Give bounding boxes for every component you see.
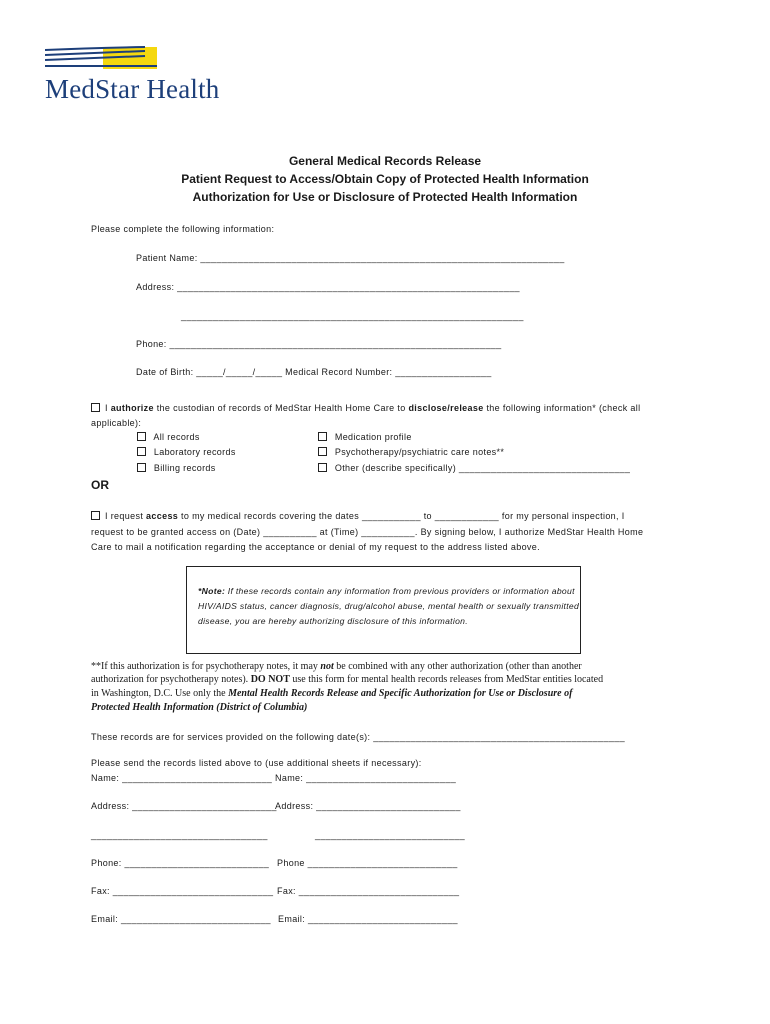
recipient2-phone-field[interactable]: Phone ____________________________: [277, 858, 458, 868]
recipient2-address-field[interactable]: Address: ___________________________: [275, 801, 461, 811]
form-subtitle-authorization: Authorization for Use or Disclosure of Protected Health Information: [192, 190, 578, 204]
recipient1-phone-field[interactable]: Phone: ___________________________: [91, 858, 270, 868]
authorize-checkbox[interactable]: [91, 403, 100, 412]
checkbox[interactable]: [318, 447, 327, 456]
option-psychotherapy-notes[interactable]: Psychotherapy/psychiatric care notes**: [318, 447, 504, 457]
psych-notice-line1: **If this authorization is for psychotherapy notes, it may not be combined with any other authorization (other than another: [91, 661, 582, 672]
checkbox[interactable]: [137, 463, 146, 472]
note-text: *Note: If these records contain any information from previous providers or information about HIV/AIDS status, cancer diagnosis, drug/alcohol abuse, mental health or sexually transmitted disease, you are hereby authorizing disclosure of this information.: [198, 586, 580, 626]
checkbox[interactable]: [318, 432, 327, 441]
dob-mrn-field[interactable]: Date of Birth: _____/_____/_____ Medical Record Number: __________________: [136, 367, 492, 377]
note-box: [186, 566, 581, 654]
checkbox[interactable]: [137, 432, 146, 441]
logo-wordmark: MedStar Health: [45, 74, 220, 104]
recipient1-address-field[interactable]: Address: ___________________________: [91, 801, 277, 811]
psych-notice-line4: Protected Health Information (District of Columbia): [91, 702, 308, 713]
authorize-statement: I authorize the custodian of records of MedStar Health Home Care to disclose/release the following information* (check all: [91, 403, 640, 413]
recipient1-name-field[interactable]: Name: ____________________________: [91, 773, 273, 783]
option-medication-profile[interactable]: Medication profile: [318, 432, 412, 442]
recipient2-fax-field[interactable]: Fax: ______________________________: [277, 886, 460, 896]
form-subtitle-access: Patient Request to Access/Obtain Copy of Protected Health Information: [181, 172, 589, 186]
psych-notice-line2: authorization for psychotherapy notes). DO NOT use this form for mental health records releases from MedStar entities located: [91, 674, 604, 685]
psych-notice-line3: in Washington, D.C. Use only the Mental Health Records Release and Specific Authorization for Use or Disclosure of: [91, 688, 573, 699]
option-other[interactable]: Other (describe specifically) ________________________________: [318, 463, 630, 473]
authorize-statement-cont: applicable):: [91, 418, 142, 428]
logo-mark-icon: [45, 46, 157, 70]
option-all-records[interactable]: All records: [137, 432, 200, 442]
option-billing-records[interactable]: Billing records: [137, 463, 216, 473]
phone-field[interactable]: Phone: ______________________________________________________________: [136, 339, 502, 349]
access-checkbox[interactable]: [91, 511, 100, 520]
send-to-header: Please send the records listed above to (use additional sheets if necessary):: [91, 758, 422, 768]
address-line2-field[interactable]: ________________________________________________________________: [181, 311, 524, 321]
form-title: General Medical Records Release: [288, 154, 482, 168]
access-request-line3: Care to mail a notification regarding the acceptance or denial of my request to the address listed above.: [91, 542, 540, 552]
checkbox[interactable]: [318, 463, 327, 472]
medstar-logo: [45, 46, 260, 106]
option-lab-records[interactable]: Laboratory records: [137, 447, 236, 457]
recipient1-email-field[interactable]: Email: ____________________________: [91, 914, 271, 924]
recipient2-name-field[interactable]: Name: ____________________________: [275, 773, 457, 783]
access-request-line1: I request access to my medical records covering the dates ___________ to ____________ for my personal inspection, I: [91, 511, 625, 521]
patient-name-field[interactable]: Patient Name: ____________________________________________________________________: [136, 253, 565, 263]
service-dates-field[interactable]: These records are for services provided on the following date(s): _______________________________________________: [91, 732, 625, 742]
access-request-line2: request to be granted access on (Date) __________ at (Time) __________. By signing below, I authorize MedStar Health Home: [91, 527, 644, 537]
or-label: OR: [91, 478, 109, 492]
recipient2-address2-field[interactable]: ____________________________: [315, 830, 465, 840]
intro-text: Please complete the following information:: [91, 224, 275, 234]
recipient1-fax-field[interactable]: Fax: ______________________________: [91, 886, 274, 896]
address-field[interactable]: Address: ________________________________________________________________: [136, 282, 520, 292]
recipient2-email-field[interactable]: Email: ____________________________: [278, 914, 458, 924]
checkbox[interactable]: [137, 447, 146, 456]
recipient1-address2-field[interactable]: _________________________________: [91, 830, 268, 840]
